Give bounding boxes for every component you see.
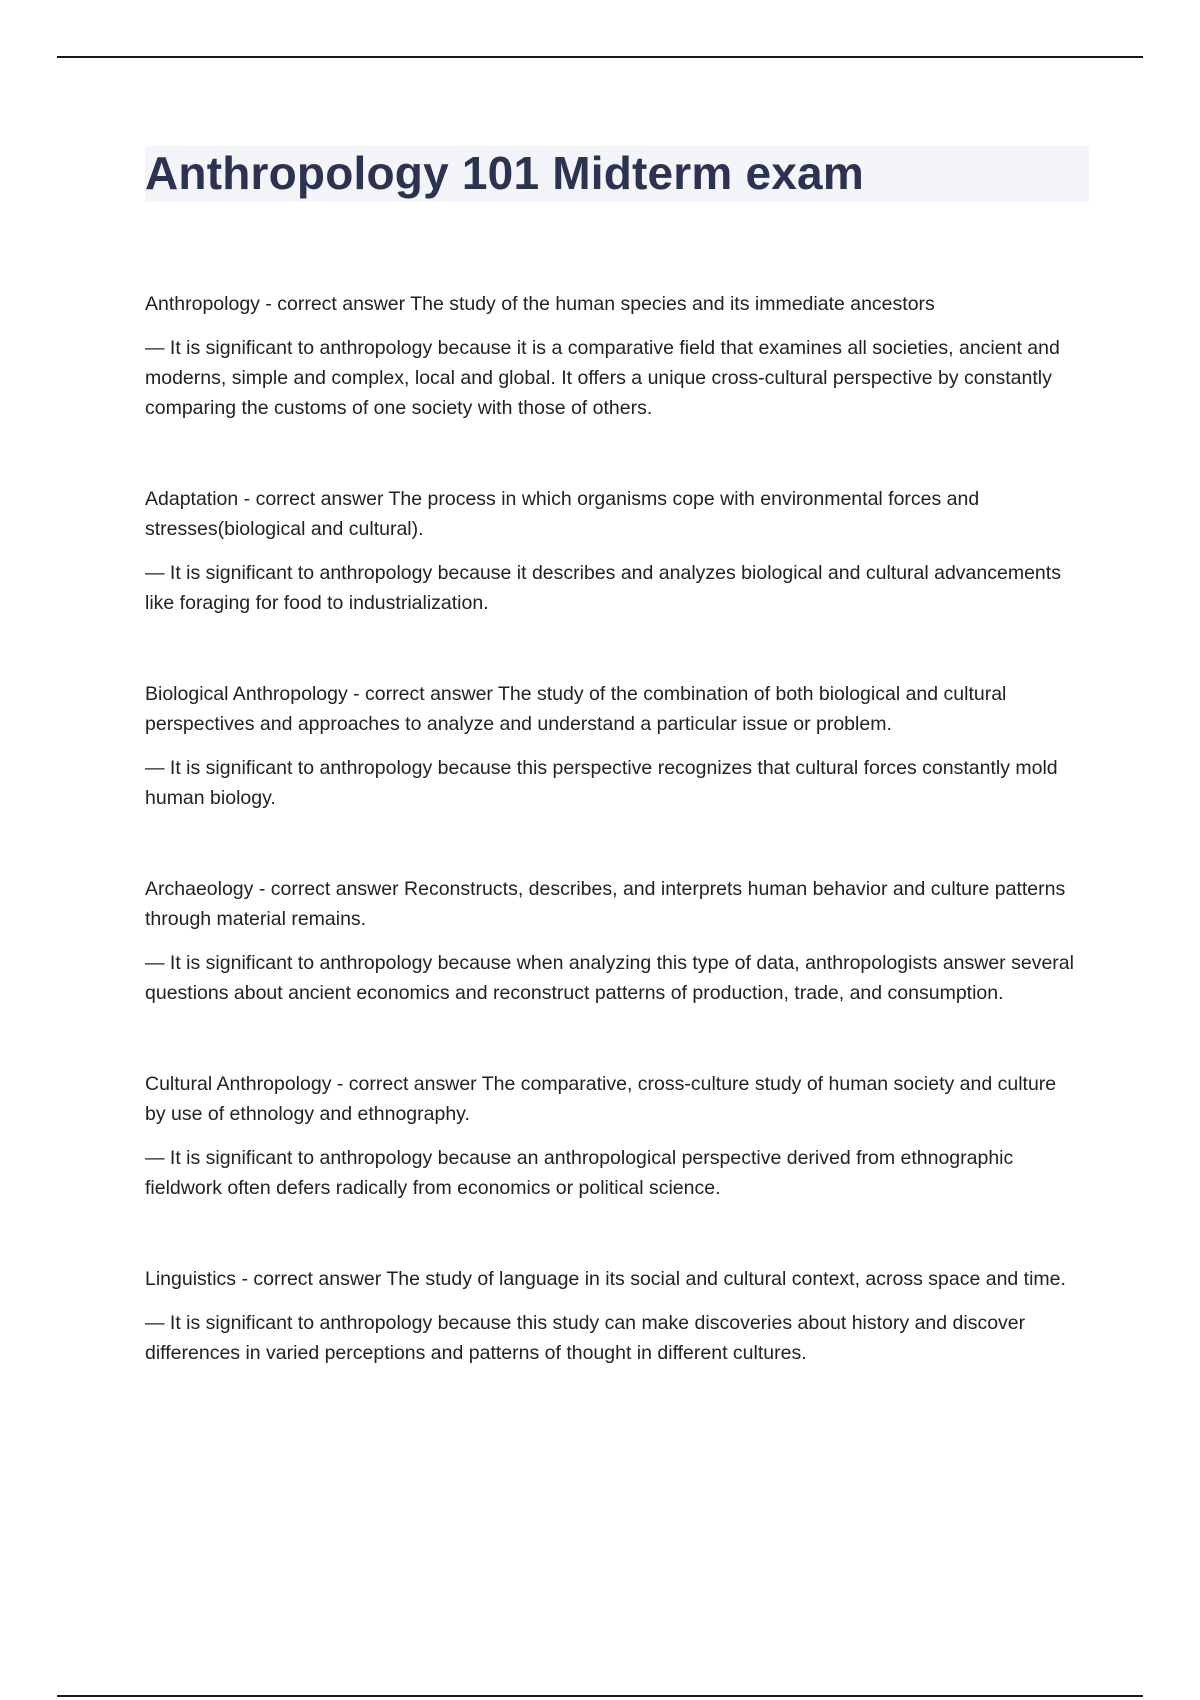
entry-biological-anthropology bbox=[145, 679, 1075, 874]
entry-significance: — It is significant to anthropology because it describes and analyzes biological and cultural advancements like foraging for food to industrialization. bbox=[145, 562, 1061, 614]
entry-definition: Cultural Anthropology - correct answer The comparative, cross-culture study of human society and culture by use of ethnology and ethnography. bbox=[145, 1073, 1057, 1125]
entry-definition: Linguistics - correct answer The study of language in its social and cultural context, across space and time. bbox=[145, 1268, 1066, 1290]
entry-archaeology bbox=[145, 874, 1075, 1069]
top-rule bbox=[57, 56, 1143, 58]
entry-significance: — It is significant to anthropology because this perspective recognizes that cultural forces constantly mold human biology. bbox=[145, 757, 1058, 809]
entry-significance: — It is significant to anthropology because this study can make discoveries about history and discover differences in varied perceptions and patterns of thought in different cultures. bbox=[145, 1312, 1026, 1364]
entry-definition: Archaeology - correct answer Reconstructs, describes, and interprets human behavior and culture patterns through material remains. bbox=[145, 878, 1066, 930]
entry-significance: — It is significant to anthropology because an anthropological perspective derived from ethnographic fieldwork often defers radically from economics or political science. bbox=[145, 1147, 1014, 1199]
entry-cultural-anthropology bbox=[145, 1069, 1075, 1264]
entry-significance: — It is significant to anthropology because when analyzing this type of data, anthropologists answer several questions about ancient economics and reconstruct patterns of production, trade, and consumption. bbox=[145, 952, 1074, 1004]
entry-anthropology bbox=[145, 289, 1075, 484]
document-body bbox=[145, 289, 1075, 1459]
entry-linguistics bbox=[145, 1264, 1075, 1459]
entry-definition: Adaptation - correct answer The process in which organisms cope with environmental forces and stresses(biological and cultural). bbox=[145, 488, 980, 540]
entry-adaptation bbox=[145, 484, 1075, 679]
bottom-rule bbox=[57, 1695, 1143, 1697]
page-title: Anthropology 101 Midterm exam bbox=[145, 147, 864, 199]
entry-definition: Biological Anthropology - correct answer The study of the combination of both biological and cultural perspectives and approaches to analyze and understand a particular issue or problem. bbox=[145, 683, 1007, 735]
entry-significance: — It is significant to anthropology because it is a comparative field that examines all societies, ancient and moderns, simple and complex, local and global. It offers a unique cross-cultural perspective by constantly comparing the customs of one society with those of others. bbox=[145, 337, 1060, 419]
entry-definition: Anthropology - correct answer The study of the human species and its immediate ancestors bbox=[145, 293, 935, 315]
